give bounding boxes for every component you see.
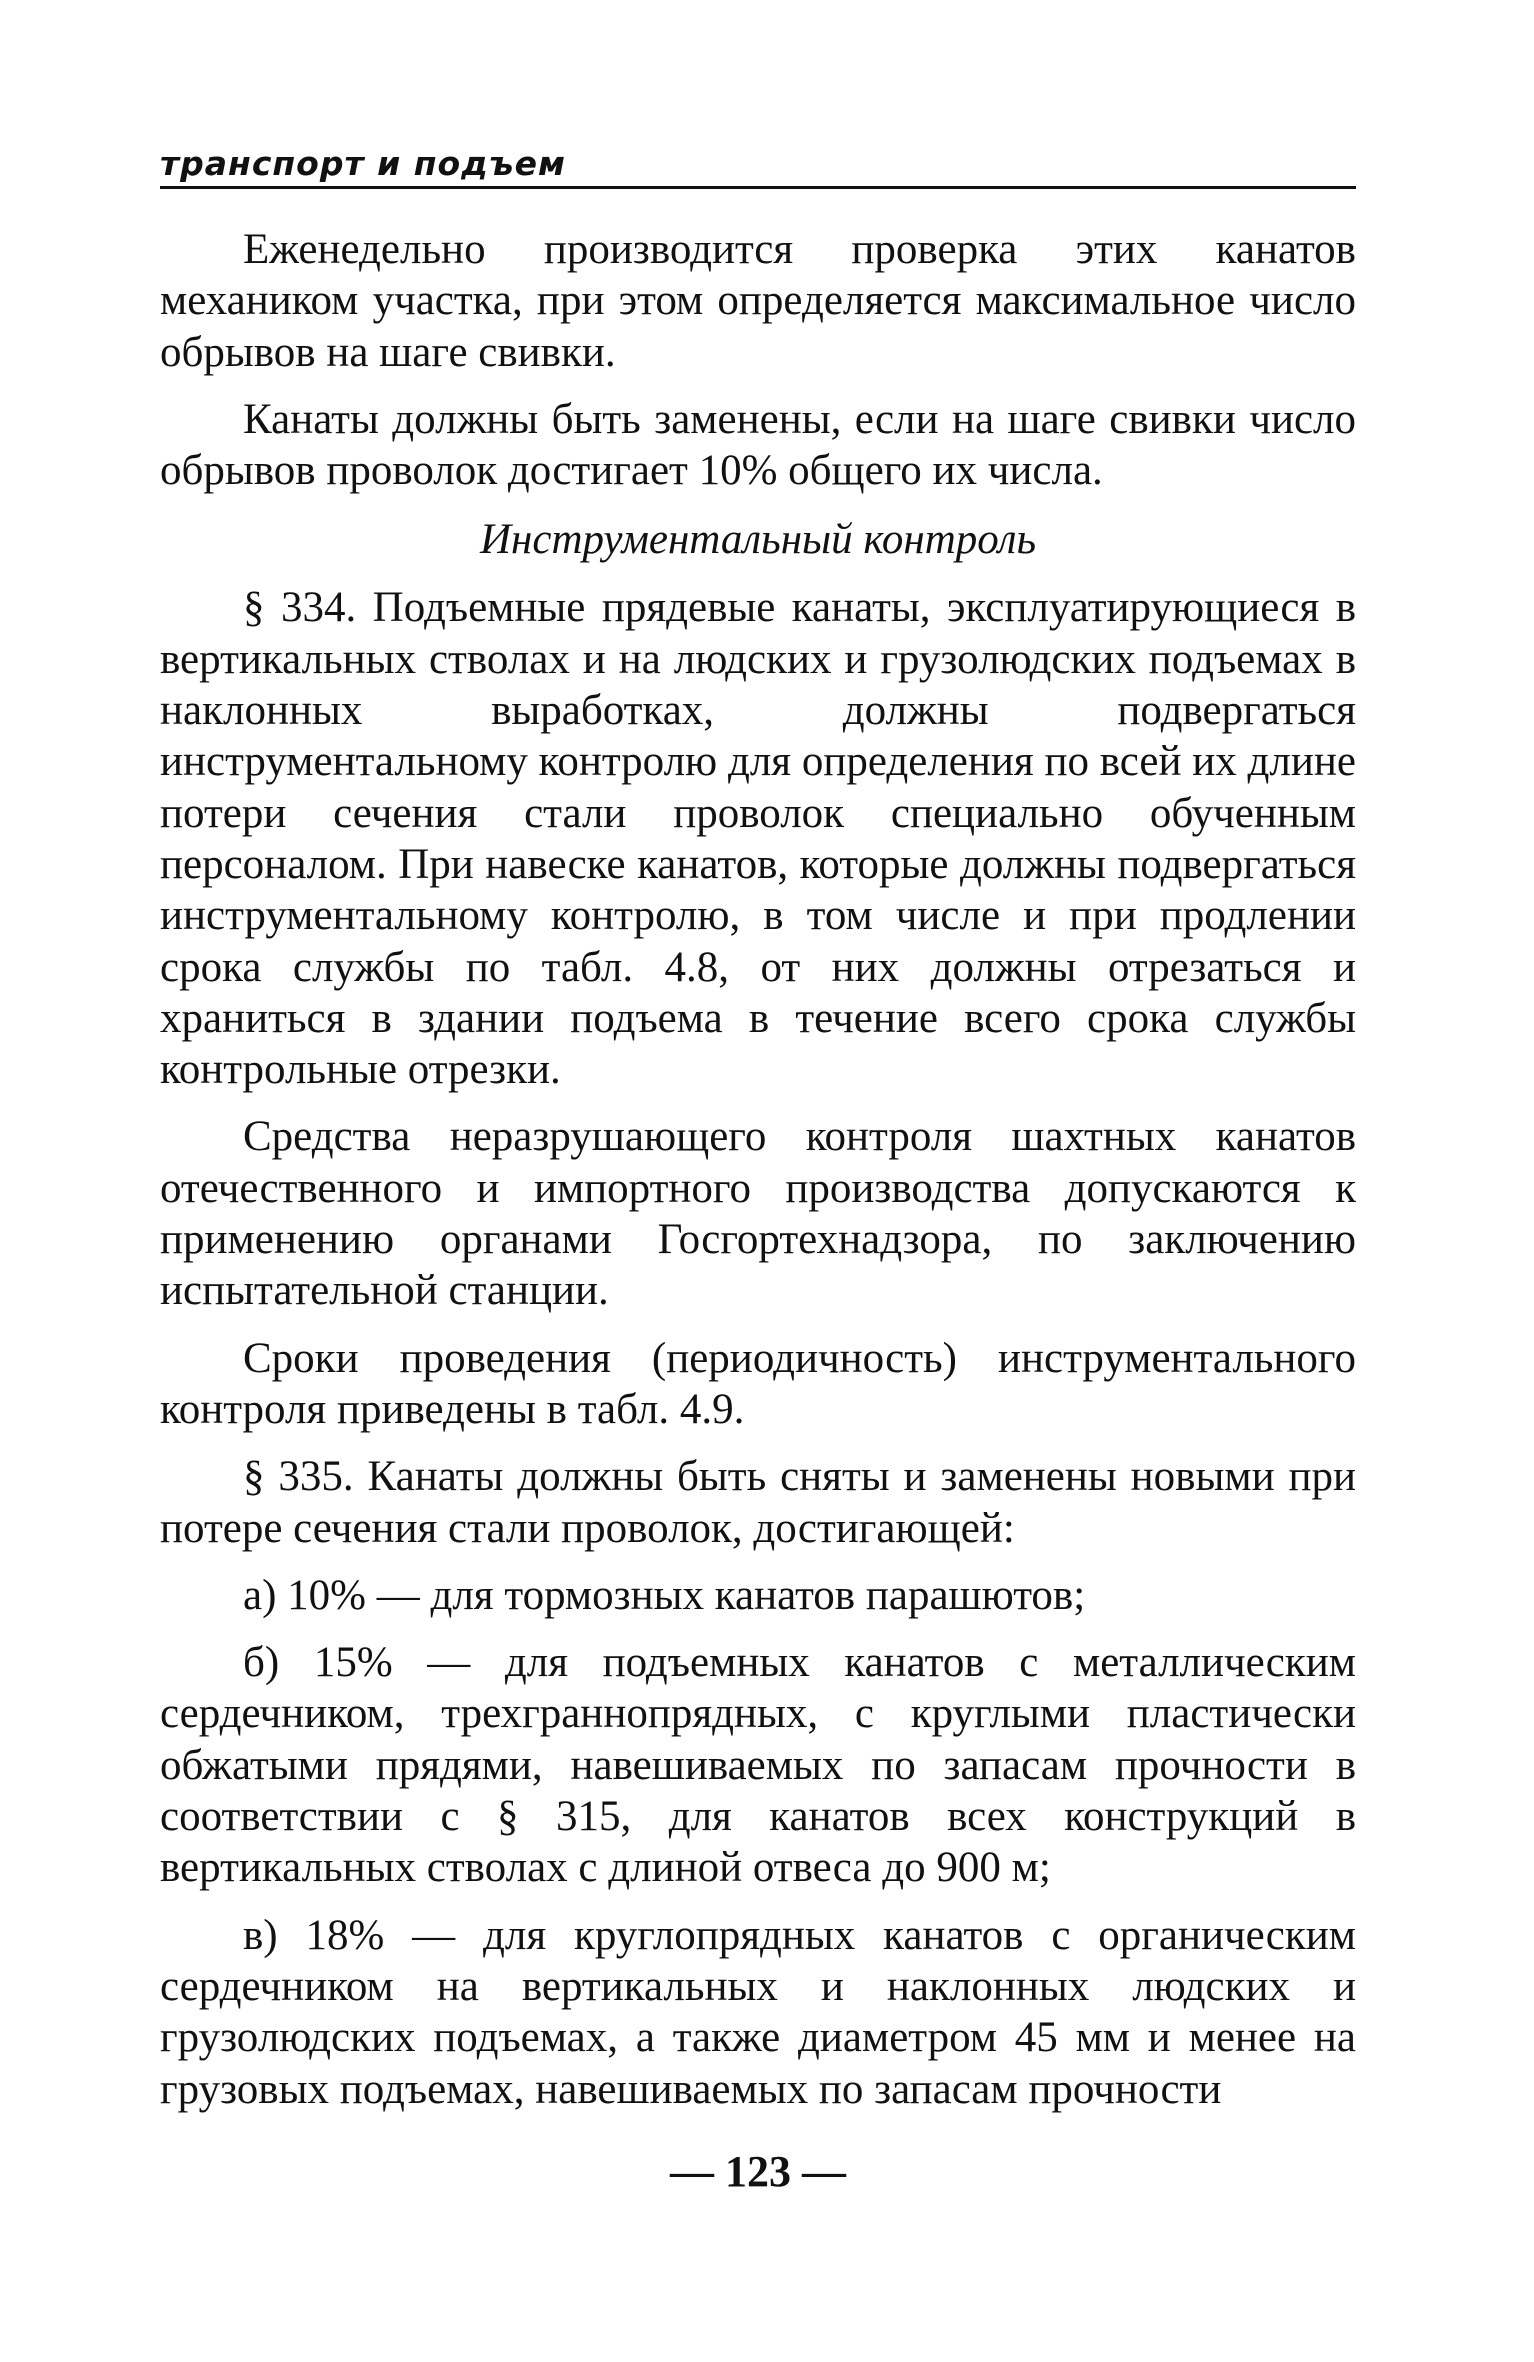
paragraph-weekly-check: Еженедельно производится проверка этих канатов механиком участка, при этом определяется максимальное число обрывов на шаге свивки. <box>160 226 1356 376</box>
paragraph-inspection-periods: Сроки проведения (периодичность) инструментального контроля приведены в табл. 4.9. <box>160 1334 1356 1433</box>
list-item-b: б) 15% — для подъемных канатов с металлическим сердечником, трехграннопрядных, с круглыми пластически обжатыми прядями, навешиваемых по запасам прочности в соответствии с § 315, для канатов всех конструкций в вертикальных стволах с длиной отвеса до 900 м; <box>160 1639 1356 1892</box>
list-item-v: в) 18% — для круглопрядных канатов с органическим сердечником на вертикальных и наклонных людских и грузолюдских подъемах, а также диаметром 45 мм и менее на грузовых подъемах, навешиваемых по запасам прочности <box>160 1911 1356 2113</box>
header-rule <box>160 186 1356 189</box>
list-item-a: а) 10% — для тормозных канатов парашютов; <box>243 1571 1086 1619</box>
section-heading: Инструментальный контроль <box>479 516 1037 564</box>
page-body <box>160 224 1356 2131</box>
paragraph-334: § 334. Подъемные прядевые канаты, эксплуатирующиеся в вертикальных стволах и на людских и грузолюдских подъемах в наклонных выработках, должны подвергаться инструментальному контролю для определения по всей их длине потери сечения стали проволок специально обученным персоналом. При навеске канатов, которые должны подвергаться инструментальному контролю, в том числе и при продлении срока службы по табл. 4.8, от них должны отрезаться и храниться в здании подъема в течение всего срока службы контрольные отрезки. <box>160 584 1356 1094</box>
page-number: — 123 — <box>670 2147 846 2196</box>
paragraph-335: § 335. Канаты должны быть сняты и заменены новыми при потере сечения стали проволок, достигающей: <box>160 1453 1356 1552</box>
paragraph-replacement-rule: Канаты должны быть заменены, если на шаге свивки число обрывов проволок достигает 10% общего их числа. <box>160 395 1356 495</box>
running-head: транспорт и подъем <box>160 144 566 183</box>
paragraph-ndt-means: Средства неразрушающего контроля шахтных канатов отечественного и импортного производства допускаются к применению органами Госгортехнадзора, по заключению испытательной станции. <box>160 1113 1356 1315</box>
